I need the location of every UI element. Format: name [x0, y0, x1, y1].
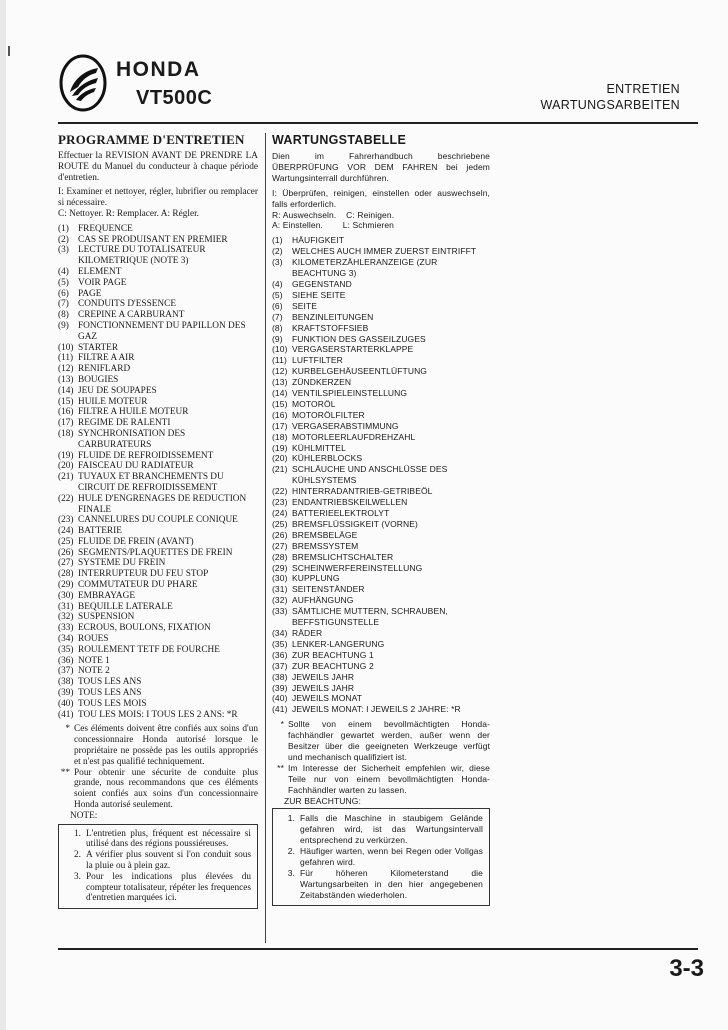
- french-item-number: (37): [58, 666, 74, 677]
- french-item: [58, 245, 258, 267]
- german-item: [272, 279, 490, 290]
- french-item-text: FILTRE A HUILE MOTEUR: [78, 407, 189, 418]
- german-item-number: (8): [272, 322, 283, 333]
- german-item: [272, 290, 490, 301]
- german-item-text: KILOMETERZÄHLERANZEIGE (ZUR BEACHTUNG 3): [292, 257, 438, 279]
- french-item: [58, 602, 258, 613]
- french-item-number: (5): [58, 277, 69, 288]
- german-item: [272, 552, 490, 563]
- french-item-text: FONCTIONNEMENT DU PAPILLON DES GAZ: [78, 320, 246, 342]
- french-item-text: ECROUS, BOULONS, FIXATION: [78, 623, 211, 634]
- german-item-text: ENDANTRIEBSKEILWELLEN: [292, 497, 408, 508]
- german-item-number: (18): [272, 431, 288, 442]
- french-item: [58, 580, 258, 591]
- french-item-text: SYNCHRONISATION DES CARBURATEURS: [78, 428, 186, 450]
- french-item-text: ROULEMENT TETF DE FOURCHE: [78, 644, 220, 655]
- french-item-text: TOU LES MOIS: I TOUS LES 2 ANS: *R: [78, 709, 238, 720]
- french-item: [58, 699, 258, 710]
- german-item: [272, 584, 490, 595]
- german-column: [272, 132, 490, 906]
- german-item: [272, 366, 490, 377]
- german-intro: Dien im Fahrerhandbuch beschriebene ÜBERPRÜFUNG VOR DEM FAHREN bei jedem Wartungsinterrall durchführen.: [272, 151, 490, 183]
- german-item: [272, 235, 490, 246]
- french-item: [58, 451, 258, 462]
- german-item-number: (37): [272, 660, 288, 671]
- german-note-3: 3. Für höheren Kilometerstand die Wartungsarbeiten in den hier angegebenen Zeitabständen wiederholen.: [287, 868, 483, 900]
- german-item: [272, 650, 490, 661]
- french-item-number: (18): [58, 428, 74, 439]
- french-item: [58, 310, 258, 321]
- french-item-text: INTERRUPTEUR DU FEU STOP: [78, 569, 209, 580]
- german-legend-2: R: Auswechseln. C: Reinigen.: [272, 209, 395, 220]
- french-item: [58, 375, 258, 386]
- german-item-text: AUFHÄNGUNG: [292, 595, 354, 606]
- german-item-number: (20): [272, 453, 288, 464]
- german-item-text: WELCHES AUCH IMMER ZUERST EINTRIFFT: [292, 246, 477, 257]
- german-item: [272, 377, 490, 388]
- german-item-number: (28): [272, 551, 288, 562]
- french-item-number: (29): [58, 580, 74, 591]
- french-item: [58, 235, 258, 246]
- german-item: [272, 683, 490, 694]
- french-item: [58, 472, 258, 494]
- french-item: [58, 623, 258, 634]
- french-item-number: (35): [58, 644, 74, 655]
- french-item-text: BEQUILLE LATERALE: [78, 601, 173, 612]
- french-item-number: (28): [58, 569, 74, 580]
- german-item-text: SCHLÄUCHE UND ANSCHLÜSSE DES KÜHLSYSTEMS: [292, 464, 448, 486]
- german-item-number: (38): [272, 671, 288, 682]
- french-item: [58, 461, 258, 472]
- german-item-number: (31): [272, 584, 288, 595]
- model-name: VT500C: [136, 87, 213, 109]
- german-item: [272, 301, 490, 312]
- german-item-text: BREMSSYSTEM: [292, 540, 359, 551]
- german-item-text: BREMSLICHTSCHALTER: [292, 551, 394, 562]
- german-item-number: (40): [272, 693, 288, 704]
- french-item-number: (41): [58, 709, 74, 720]
- german-item-number: (5): [272, 289, 283, 300]
- french-item-text: CAS SE PRODUISANT EN PREMIER: [78, 234, 228, 245]
- french-item-text: CANNELURES DU COUPLE CONIQUE: [78, 515, 238, 526]
- german-legend-1: I: Überprüfen, reinigen, einstellen oder auswechseln, falls erforderlich.: [272, 187, 490, 209]
- french-legend-1: I: Examiner et nettoyer, régler, lubrifier ou remplacer si nécessaire.: [58, 187, 258, 209]
- french-item: [58, 289, 258, 300]
- french-item: [58, 364, 258, 375]
- french-item-number: (15): [58, 396, 74, 407]
- french-item-text: ROUES: [78, 634, 109, 645]
- french-item-number: (32): [58, 612, 74, 623]
- french-item-number: (4): [58, 266, 69, 277]
- french-item: [58, 612, 258, 623]
- german-item: [272, 246, 490, 257]
- german-item-text: VERGASERABSTIMMUNG: [292, 420, 399, 431]
- french-item-text: TOUS LES ANS: [78, 688, 142, 699]
- german-item-text: HINTERRADANTRIEB-GETRIBEÖL: [292, 486, 433, 497]
- german-item: [272, 421, 490, 432]
- german-item-text: ZUR BEACHTUNG 1: [292, 649, 374, 660]
- french-item-number: (1): [58, 223, 69, 234]
- german-item-text: MOTORÖL: [292, 398, 336, 409]
- page-header: [58, 54, 698, 116]
- german-item: [272, 410, 490, 421]
- french-item: [58, 278, 258, 289]
- french-note-label: NOTE:: [70, 810, 98, 821]
- german-item: [272, 595, 490, 606]
- german-item-text: JEWEILS JAHR: [292, 671, 355, 682]
- french-item-text: JEU DE SOUPAPES: [78, 385, 157, 396]
- german-item: [272, 464, 490, 486]
- german-item-number: (21): [272, 464, 288, 475]
- german-item-text: FUNKTION DES GASSEILZUGES: [292, 333, 426, 344]
- french-item: [58, 688, 258, 699]
- german-item-text: JEWEILS MONAT: [292, 693, 363, 704]
- german-note-1: 1. Falls die Maschine in staubigem Gelände gefahren wird, ist das Wartungsintervall entsprechend zu verkürzen.: [287, 813, 483, 846]
- german-item: [272, 334, 490, 345]
- french-item: [58, 494, 258, 516]
- german-item-text: MOTORLEERLAUFDREHZAHL: [292, 431, 416, 442]
- german-item-number: (36): [272, 649, 288, 660]
- french-item-text: TOUS LES MOIS: [78, 698, 147, 709]
- french-item-text: SEGMENTS/PLAQUETTES DE FREIN: [78, 547, 233, 558]
- german-item-text: BREMSFLÜSSIGKEIT (VORNE): [292, 518, 418, 529]
- german-item: [272, 443, 490, 454]
- german-item: [272, 486, 490, 497]
- german-item-text: ZUR BEACHTUNG 2: [292, 660, 374, 671]
- french-title: PROGRAMME D'ENTRETIEN: [58, 132, 245, 147]
- german-item-number: (29): [272, 562, 288, 573]
- french-item-number: (38): [58, 677, 74, 688]
- french-item: [58, 558, 258, 569]
- french-item: [58, 526, 258, 537]
- german-item-text: RÄDER: [292, 627, 323, 638]
- french-item-text: COMMUTATEUR DU PHARE: [78, 580, 198, 591]
- french-item-text: ELEMENT: [78, 266, 122, 277]
- french-item: [58, 569, 258, 580]
- german-item: [272, 323, 490, 334]
- french-item-number: (2): [58, 234, 69, 245]
- german-item-number: (30): [272, 573, 288, 584]
- german-item-text: JEWEILS MONAT: I JEWEILS 2 JAHRE: *R: [292, 704, 461, 715]
- german-item-number: (9): [272, 333, 283, 344]
- french-item-text: RENIFLARD: [78, 364, 131, 375]
- french-item: [58, 591, 258, 602]
- french-item: [58, 666, 258, 677]
- page-binding-edge: [0, 0, 6, 1030]
- german-item: [272, 344, 490, 355]
- french-item-number: (34): [58, 634, 74, 645]
- german-note-label: ZUR BEACHTUNG:: [284, 795, 361, 806]
- footer-rule: [58, 948, 698, 950]
- french-item: [58, 429, 258, 451]
- german-item: [272, 672, 490, 683]
- german-item: [272, 628, 490, 639]
- german-item-number: (27): [272, 540, 288, 551]
- french-item-text: NOTE 1: [78, 655, 110, 666]
- german-item: [272, 312, 490, 323]
- german-item: [272, 453, 490, 464]
- french-item-number: (40): [58, 698, 74, 709]
- french-item: [58, 537, 258, 548]
- french-item-number: (23): [58, 515, 74, 526]
- german-item-number: (2): [272, 246, 283, 257]
- french-item-number: (7): [58, 299, 69, 310]
- french-item-number: (8): [58, 310, 69, 321]
- french-notes-box: [58, 824, 258, 910]
- french-item-text: STARTER: [78, 342, 119, 353]
- german-item-number: (41): [272, 704, 288, 715]
- german-item-text: BREMSBELÄGE: [292, 529, 358, 540]
- french-item-number: (3): [58, 245, 69, 256]
- german-item-number: (6): [272, 300, 283, 311]
- german-item-text: VENTILSPIELEINSTELLUNG: [292, 388, 408, 399]
- german-item: [272, 693, 490, 704]
- french-item-text: FAISCEAU DU RADIATEUR: [78, 461, 194, 472]
- german-item-number: (17): [272, 420, 288, 431]
- french-item: [58, 677, 258, 688]
- german-item-number: (15): [272, 398, 288, 409]
- german-item-text: SÄMTLICHE MUTTERN, SCHRAUBEN, BEFFSTIGUNSTELLE: [292, 606, 448, 628]
- german-item-text: LUFTFILTER: [292, 355, 343, 366]
- french-item-text: EMBRAYAGE: [78, 590, 135, 601]
- french-item-number: (11): [58, 353, 74, 364]
- french-item-text: FILTRE A AIR: [78, 353, 135, 364]
- french-item: [58, 321, 258, 343]
- german-item-number: (1): [272, 235, 283, 246]
- french-item-text: FREQUENCE: [78, 223, 133, 234]
- german-item-number: (3): [272, 257, 283, 268]
- german-notes-box: [272, 808, 490, 905]
- german-item-text: HÄUFIGKEIT: [292, 235, 345, 246]
- french-item-text: FLUIDE DE FREIN (AVANT): [78, 536, 194, 547]
- german-item: [272, 399, 490, 410]
- french-item-text: SUSPENSION: [78, 612, 135, 623]
- french-item: [58, 299, 258, 310]
- french-item-number: (39): [58, 688, 74, 699]
- french-footnote-double-star: ** Pour obtenir une sécurite de conduite plus grande, nous recommandons que ces éléments soient confiés aux soins d'un concessionnaire Honda autorisé seulement.: [60, 767, 258, 811]
- german-item-number: (32): [272, 595, 288, 606]
- french-item-number: (36): [58, 655, 74, 666]
- french-item-number: (20): [58, 461, 74, 472]
- french-item-number: (16): [58, 407, 74, 418]
- german-item-number: (11): [272, 355, 287, 366]
- german-item-text: JEWEILS JAHR: [292, 682, 355, 693]
- french-item: [58, 645, 258, 656]
- page-number: 3-3: [669, 955, 704, 982]
- german-item-number: (39): [272, 682, 288, 693]
- french-item-text: REGIME DE RALENTI: [78, 418, 171, 429]
- column-divider: [265, 133, 266, 943]
- german-item-text: SCHEINWERFEREINSTELLUNG: [292, 562, 423, 573]
- french-item-text: NOTE 2: [78, 666, 110, 677]
- french-item-text: CREPINE A CARBURANT: [78, 310, 185, 321]
- french-item-number: (13): [58, 374, 74, 385]
- french-item-text: LECTURE DU TOTALISATEUR KILOMETRIQUE (NOTE 3): [78, 245, 206, 267]
- german-item-number: (14): [272, 388, 288, 399]
- french-item: [58, 407, 258, 418]
- german-item-number: (24): [272, 508, 288, 518]
- german-item: [272, 530, 490, 541]
- french-item-number: (33): [58, 623, 74, 634]
- french-legend-2: C: Nettoyer. R: Remplacer. A: Régler.: [58, 208, 199, 219]
- french-item: [58, 343, 258, 354]
- french-item: [58, 267, 258, 278]
- german-item-number: (10): [272, 344, 288, 355]
- french-item: [58, 418, 258, 429]
- french-item-text: HUILE MOTEUR: [78, 396, 148, 407]
- french-item: [58, 397, 258, 408]
- german-item-text: MOTORÖLFILTER: [292, 409, 365, 420]
- french-item-text: BOUGIES: [78, 374, 119, 385]
- german-item-list: [272, 235, 490, 715]
- german-item: [272, 497, 490, 508]
- french-item-text: TOUS LES ANS: [78, 677, 142, 688]
- german-item-number: (35): [272, 638, 288, 649]
- french-item: [58, 353, 258, 364]
- german-item-text: KRAFTSTOFFSIEB: [292, 322, 369, 333]
- french-item-number: (21): [58, 472, 74, 483]
- french-item-list: [58, 224, 258, 721]
- french-item-text: CONDUITS D'ESSENCE: [78, 299, 177, 310]
- german-item: [272, 519, 490, 530]
- french-item-number: (9): [58, 320, 69, 331]
- french-item-number: (27): [58, 558, 74, 569]
- french-intro: Effectuer la REVISION AVANT DE PRENDRE LA ROUTE du Manuel du conducteur à chaque période d'entretien.: [58, 151, 258, 183]
- german-item-number: (23): [272, 497, 288, 508]
- german-item: [272, 639, 490, 650]
- french-item-number: (25): [58, 536, 74, 547]
- french-item-number: (10): [58, 342, 74, 353]
- german-footnote-star: * Sollte von einem bevollmächtigten Honda-fachhändler gewartet werden, außer wenn der Besitzer über die geeigneten Werkzeuge verfügt und mechanisch qualifiziert ist.: [280, 719, 490, 762]
- german-item-number: (13): [272, 377, 288, 388]
- french-item-number: (14): [58, 385, 74, 396]
- german-item: [272, 541, 490, 552]
- french-item-number: (24): [58, 526, 74, 537]
- honda-wing-logo: [58, 54, 108, 112]
- german-item-text: KURBELGEHÄUSEENTLÜFTUNG: [292, 366, 428, 377]
- german-item-number: (25): [272, 518, 288, 529]
- french-note-3: 3. Pour les indications plus élevées du compteur totalisateur, répéter les frequences d'entretien marquées ici.: [74, 871, 251, 904]
- french-item: [58, 634, 258, 645]
- french-item: [58, 515, 258, 526]
- german-item-number: (34): [272, 627, 288, 638]
- german-item: [272, 355, 490, 366]
- german-item-text: KUPPLUNG: [292, 573, 340, 584]
- german-note-2: 2. Häufiger warten, wenn bei Regen oder Vollgas gefahren wird.: [287, 846, 483, 868]
- german-item-text: BENZINLEITUNGEN: [292, 311, 374, 322]
- french-item-number: (12): [58, 364, 74, 375]
- french-item-text: VOIR PAGE: [78, 277, 127, 288]
- german-item-text: VERGASERSTARTERKLAPPE: [292, 344, 414, 355]
- french-item: [58, 710, 258, 721]
- german-item-text: KÜHLERBLOCKS: [292, 453, 363, 464]
- french-item-number: (17): [58, 418, 74, 429]
- german-item-text: SEITE: [292, 300, 318, 311]
- section-title-de: WARTUNGSARBEITEN: [540, 98, 680, 112]
- french-item-text: TUYAUX ET BRANCHEMENTS DU CIRCUIT DE REFROIDISSEMENT: [78, 472, 224, 493]
- german-item: [272, 257, 490, 279]
- french-column: [58, 132, 258, 909]
- french-item-text: BATTERIE: [78, 526, 122, 537]
- german-item-number: (16): [272, 409, 288, 420]
- german-item-text: SEITENSTÄNDER: [292, 584, 365, 595]
- section-title-fr: ENTRETIEN: [606, 82, 680, 96]
- german-item-number: (26): [272, 529, 288, 540]
- german-item-number: (4): [272, 278, 283, 289]
- german-item: [272, 388, 490, 399]
- french-item-number: (30): [58, 590, 74, 601]
- french-item: [58, 224, 258, 235]
- german-title: WARTUNGSTABELLE: [272, 133, 407, 147]
- german-item-text: SIEHE SEITE: [292, 289, 346, 300]
- german-item-text: ZÜNDKERZEN: [292, 377, 352, 388]
- french-item-text: FLUIDE DE REFROIDISSEMENT: [78, 450, 214, 461]
- french-item-number: (6): [58, 288, 69, 299]
- french-item-number: (19): [58, 450, 74, 461]
- french-note-2: 2. A vérifier plus souvent si l'on conduit sous la pluie ou à plein gaz.: [74, 850, 251, 871]
- german-item: [272, 508, 490, 519]
- header-rule: [58, 122, 698, 124]
- french-item-text: PAGE: [78, 288, 102, 299]
- german-item-text: KÜHLMITTEL: [292, 442, 346, 453]
- french-item: [58, 386, 258, 397]
- french-item: [58, 548, 258, 559]
- french-note-1: 1. L'entretien plus, fréquent est nécessaire si utilisé dans des régions poussiéreuses.: [74, 828, 251, 850]
- german-item: [272, 563, 490, 574]
- french-footnote-star: * Ces éléments doivent être confiés aux soins d'un concessionnaire Honda autorisé lorsque le propriétaire ne possède pas les outils appropriés et n'est pas qualifié techniquement.: [65, 724, 258, 767]
- german-item: [272, 704, 490, 715]
- french-item: [58, 656, 258, 667]
- german-item: [272, 573, 490, 584]
- german-item: [272, 606, 490, 628]
- german-item: [272, 432, 490, 443]
- german-item-number: (7): [272, 311, 283, 322]
- french-item-text: SYSTEME DU FREIN: [78, 558, 166, 569]
- german-item-text: LENKER-LANGERUNG: [292, 638, 385, 649]
- french-item-text: HULE D'ENGRENAGES DE REDUCTION FINALE: [78, 493, 247, 515]
- french-item-number: (22): [58, 493, 74, 504]
- german-item-text: BATTERIEELEKTROLYT: [292, 508, 390, 518]
- french-item-number: (31): [58, 601, 74, 612]
- german-footnote-double-star: ** Im Interesse der Sicherheit empfehlen wir, diese Teile nur von einem bevollmächtigten Honda-Fachhändler warten zu lassen.: [277, 762, 490, 795]
- german-item-text: GEGENSTAND: [292, 278, 352, 289]
- german-item-number: (19): [272, 442, 288, 453]
- german-item-number: (12): [272, 366, 288, 377]
- german-item-number: (22): [272, 486, 288, 497]
- german-legend-3: A: Einstellen. L: Schmieren: [272, 220, 394, 231]
- german-item: [272, 661, 490, 672]
- german-item-number: (33): [272, 606, 288, 617]
- brand-name: HONDA: [116, 58, 201, 81]
- french-item-number: (26): [58, 547, 74, 558]
